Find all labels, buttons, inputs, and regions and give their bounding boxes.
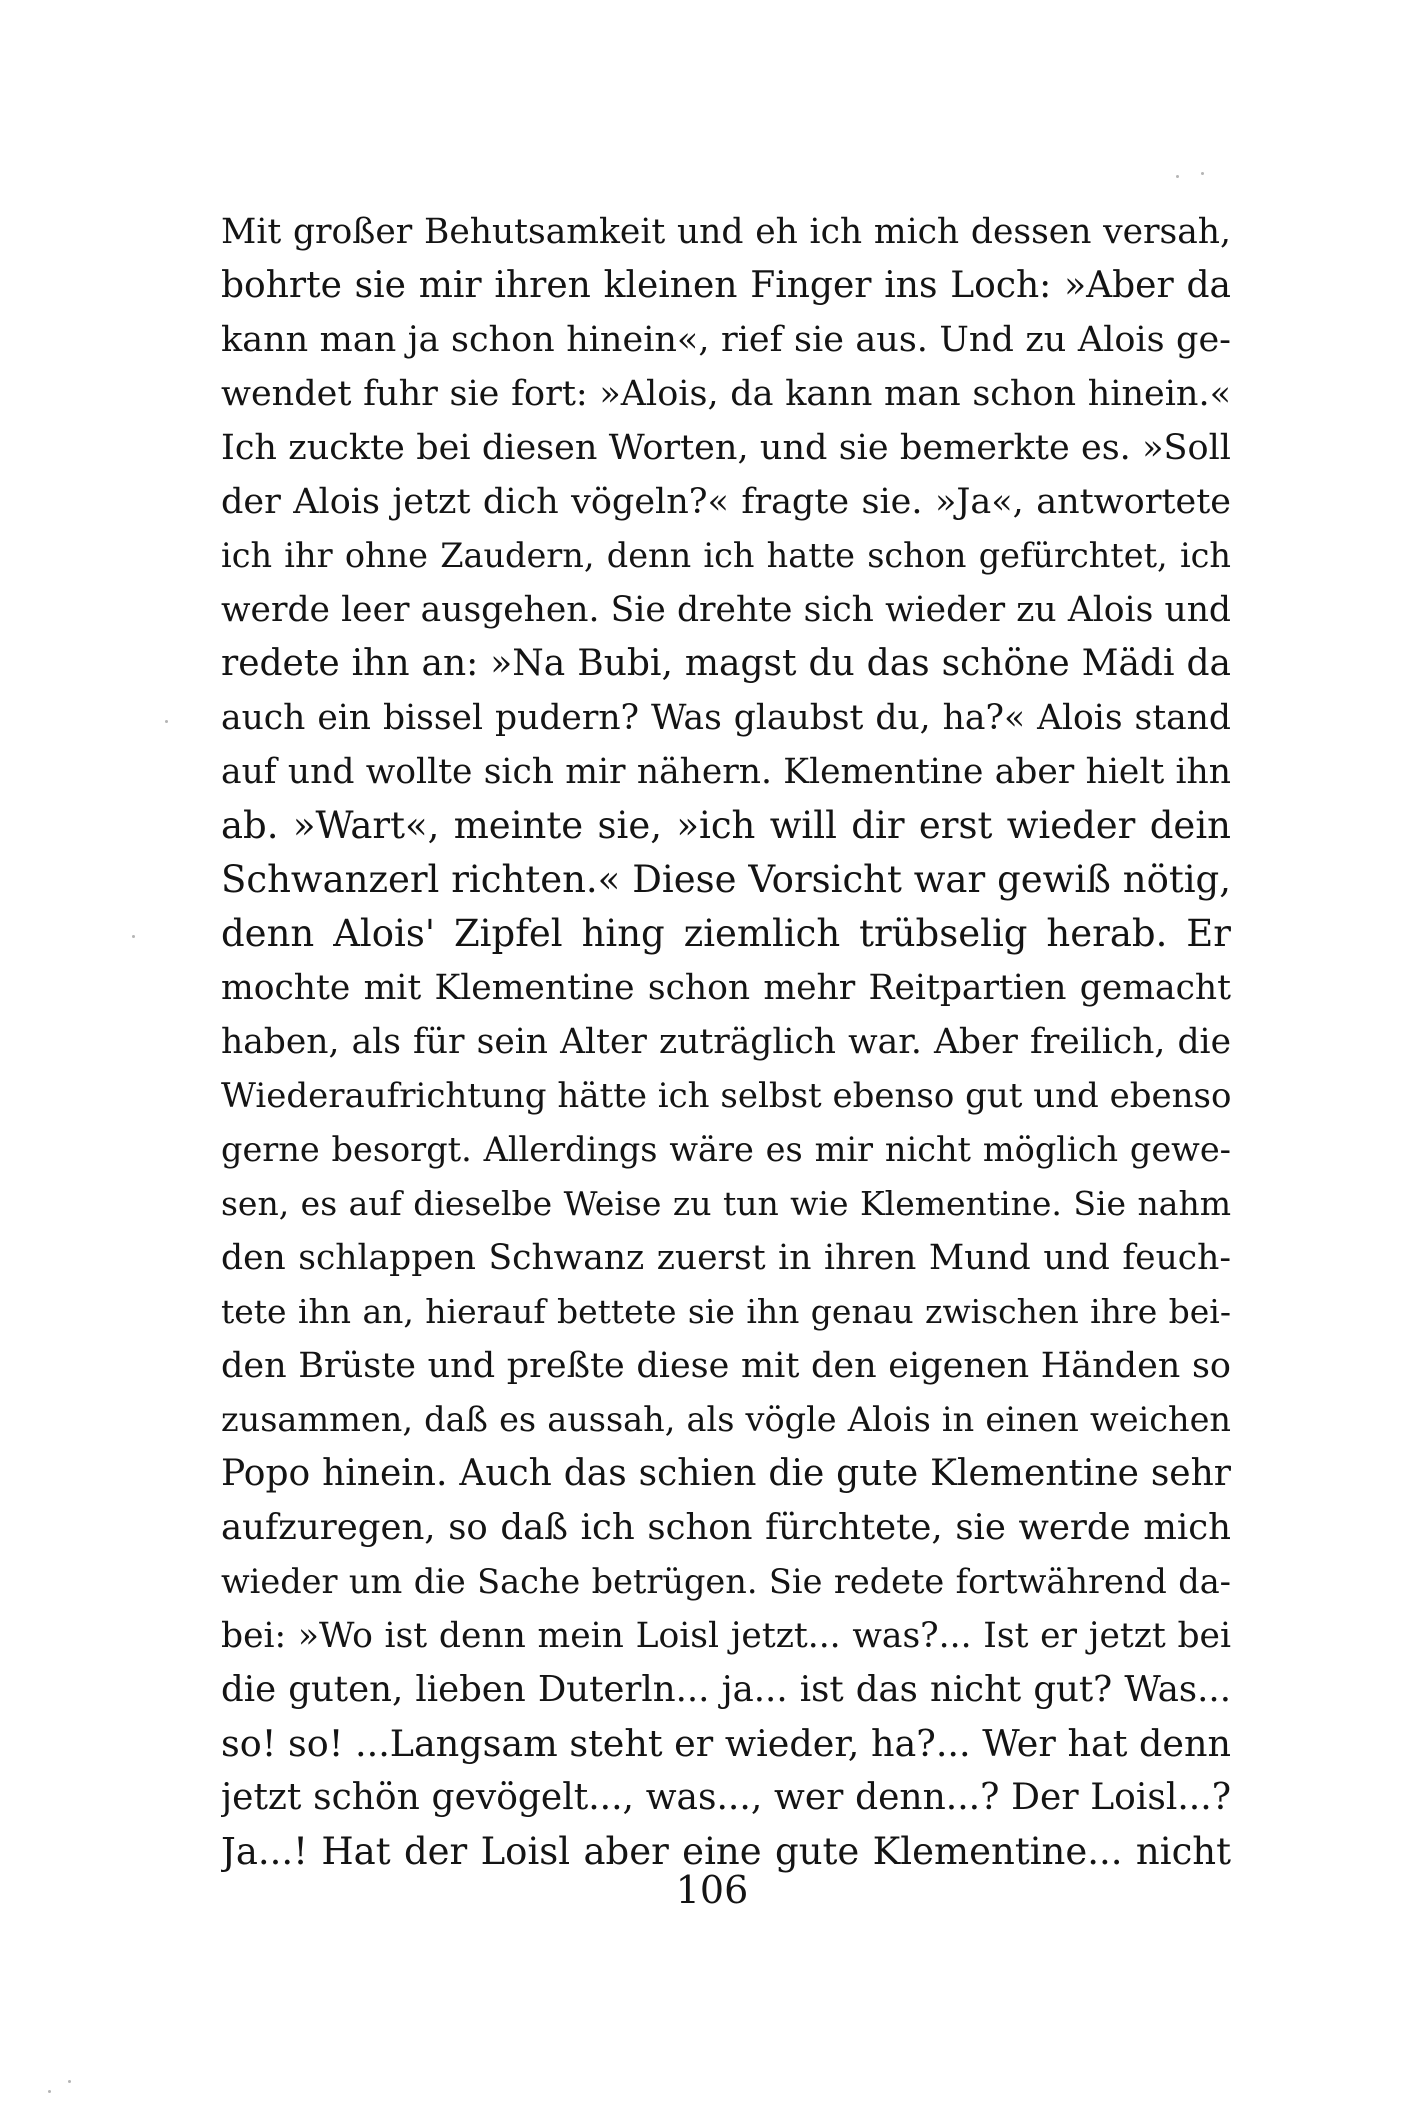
text-line: Ich zuckte bei diesen Worten, und sie bemerkte es. »Soll bbox=[221, 428, 1231, 468]
text-line: wendet fuhr sie fort: »Alois, da kann man schon hinein.« bbox=[221, 374, 1231, 414]
text-line: so! so! ...Langsam steht er wieder, ha?... Wer hat denn bbox=[221, 1722, 1231, 1765]
text-line: gerne besorgt. Allerdings wäre es mir nicht möglich gewe- bbox=[221, 1130, 1231, 1169]
text-line: Schwanzerl richten.« Diese Vorsicht war gewiß nötig, bbox=[221, 858, 1231, 901]
text-line: sen, es auf dieselbe Weise zu tun wie Klementine. Sie nahm bbox=[221, 1184, 1231, 1223]
scan-speck bbox=[68, 2080, 71, 2083]
text-line: Wiederaufrichtung hätte ich selbst ebenso gut und ebenso bbox=[221, 1076, 1231, 1116]
text-line: redete ihn an: »Na Bubi, magst du das schöne Mädi da bbox=[221, 643, 1231, 684]
text-line: jetzt schön gevögelt..., was..., wer denn...? Der Loisl...? bbox=[221, 1777, 1231, 1818]
text-line: die guten, lieben Duterln... ja... ist das nicht gut? Was... bbox=[221, 1669, 1231, 1710]
text-line: Ja...! Hat der Loisl aber eine gute Klementine... nicht bbox=[221, 1830, 1231, 1873]
text-line: wieder um die Sache betrügen. Sie redete fortwährend da- bbox=[221, 1562, 1231, 1601]
scan-speck bbox=[1201, 172, 1204, 175]
text-line: haben, als für sein Alter zuträglich war. Aber freilich, die bbox=[221, 1022, 1231, 1062]
text-line: auch ein bissel pudern? Was glaubst du, ha?« Alois stand bbox=[221, 698, 1231, 738]
scan-speck bbox=[165, 720, 168, 723]
text-line: Popo hinein. Auch das schien die gute Klementine sehr bbox=[221, 1453, 1231, 1494]
text-line: den Brüste und preßte diese mit den eigenen Händen so bbox=[221, 1346, 1231, 1386]
body-text bbox=[221, 205, 1231, 1879]
text-line: den schlappen Schwanz zuerst in ihren Mund und feuch- bbox=[221, 1238, 1231, 1278]
text-line: kann man ja schon hinein«, rief sie aus. Und zu Alois ge- bbox=[221, 320, 1231, 360]
text-line: zusammen, daß es aussah, als vögle Alois in einen weichen bbox=[221, 1400, 1231, 1439]
text-line: werde leer ausgehen. Sie drehte sich wieder zu Alois und bbox=[221, 590, 1231, 630]
scan-speck bbox=[132, 935, 135, 938]
text-line: bei: »Wo ist denn mein Loisl jetzt... was?... Ist er jetzt bei bbox=[221, 1616, 1231, 1656]
text-line: bohrte sie mir ihren kleinen Finger ins Loch: »Aber da bbox=[221, 265, 1231, 306]
text-line: tete ihn an, hierauf bettete sie ihn genau zwischen ihre bei- bbox=[221, 1292, 1231, 1331]
text-line: ab. »Wart«, meinte sie, »ich will dir erst wieder dein bbox=[221, 804, 1231, 847]
text-line: auf und wollte sich mir nähern. Klementine aber hielt ihn bbox=[221, 752, 1231, 792]
text-line: denn Alois' Zipfel hing ziemlich trübselig herab. Er bbox=[221, 912, 1231, 955]
text-line: mochte mit Klementine schon mehr Reitpartien gemacht bbox=[221, 968, 1231, 1008]
page-number: 106 bbox=[675, 1868, 749, 1912]
scan-speck bbox=[1176, 175, 1179, 178]
text-line: ich ihr ohne Zaudern, denn ich hatte schon gefürchtet, ich bbox=[221, 536, 1231, 575]
text-line: der Alois jetzt dich vögeln?« fragte sie. »Ja«, antwortete bbox=[221, 482, 1231, 522]
scan-speck bbox=[48, 2090, 51, 2093]
text-line: aufzuregen, so daß ich schon fürchtete, sie werde mich bbox=[221, 1507, 1231, 1548]
text-line: Mit großer Behutsamkeit und eh ich mich dessen versah, bbox=[221, 212, 1231, 252]
